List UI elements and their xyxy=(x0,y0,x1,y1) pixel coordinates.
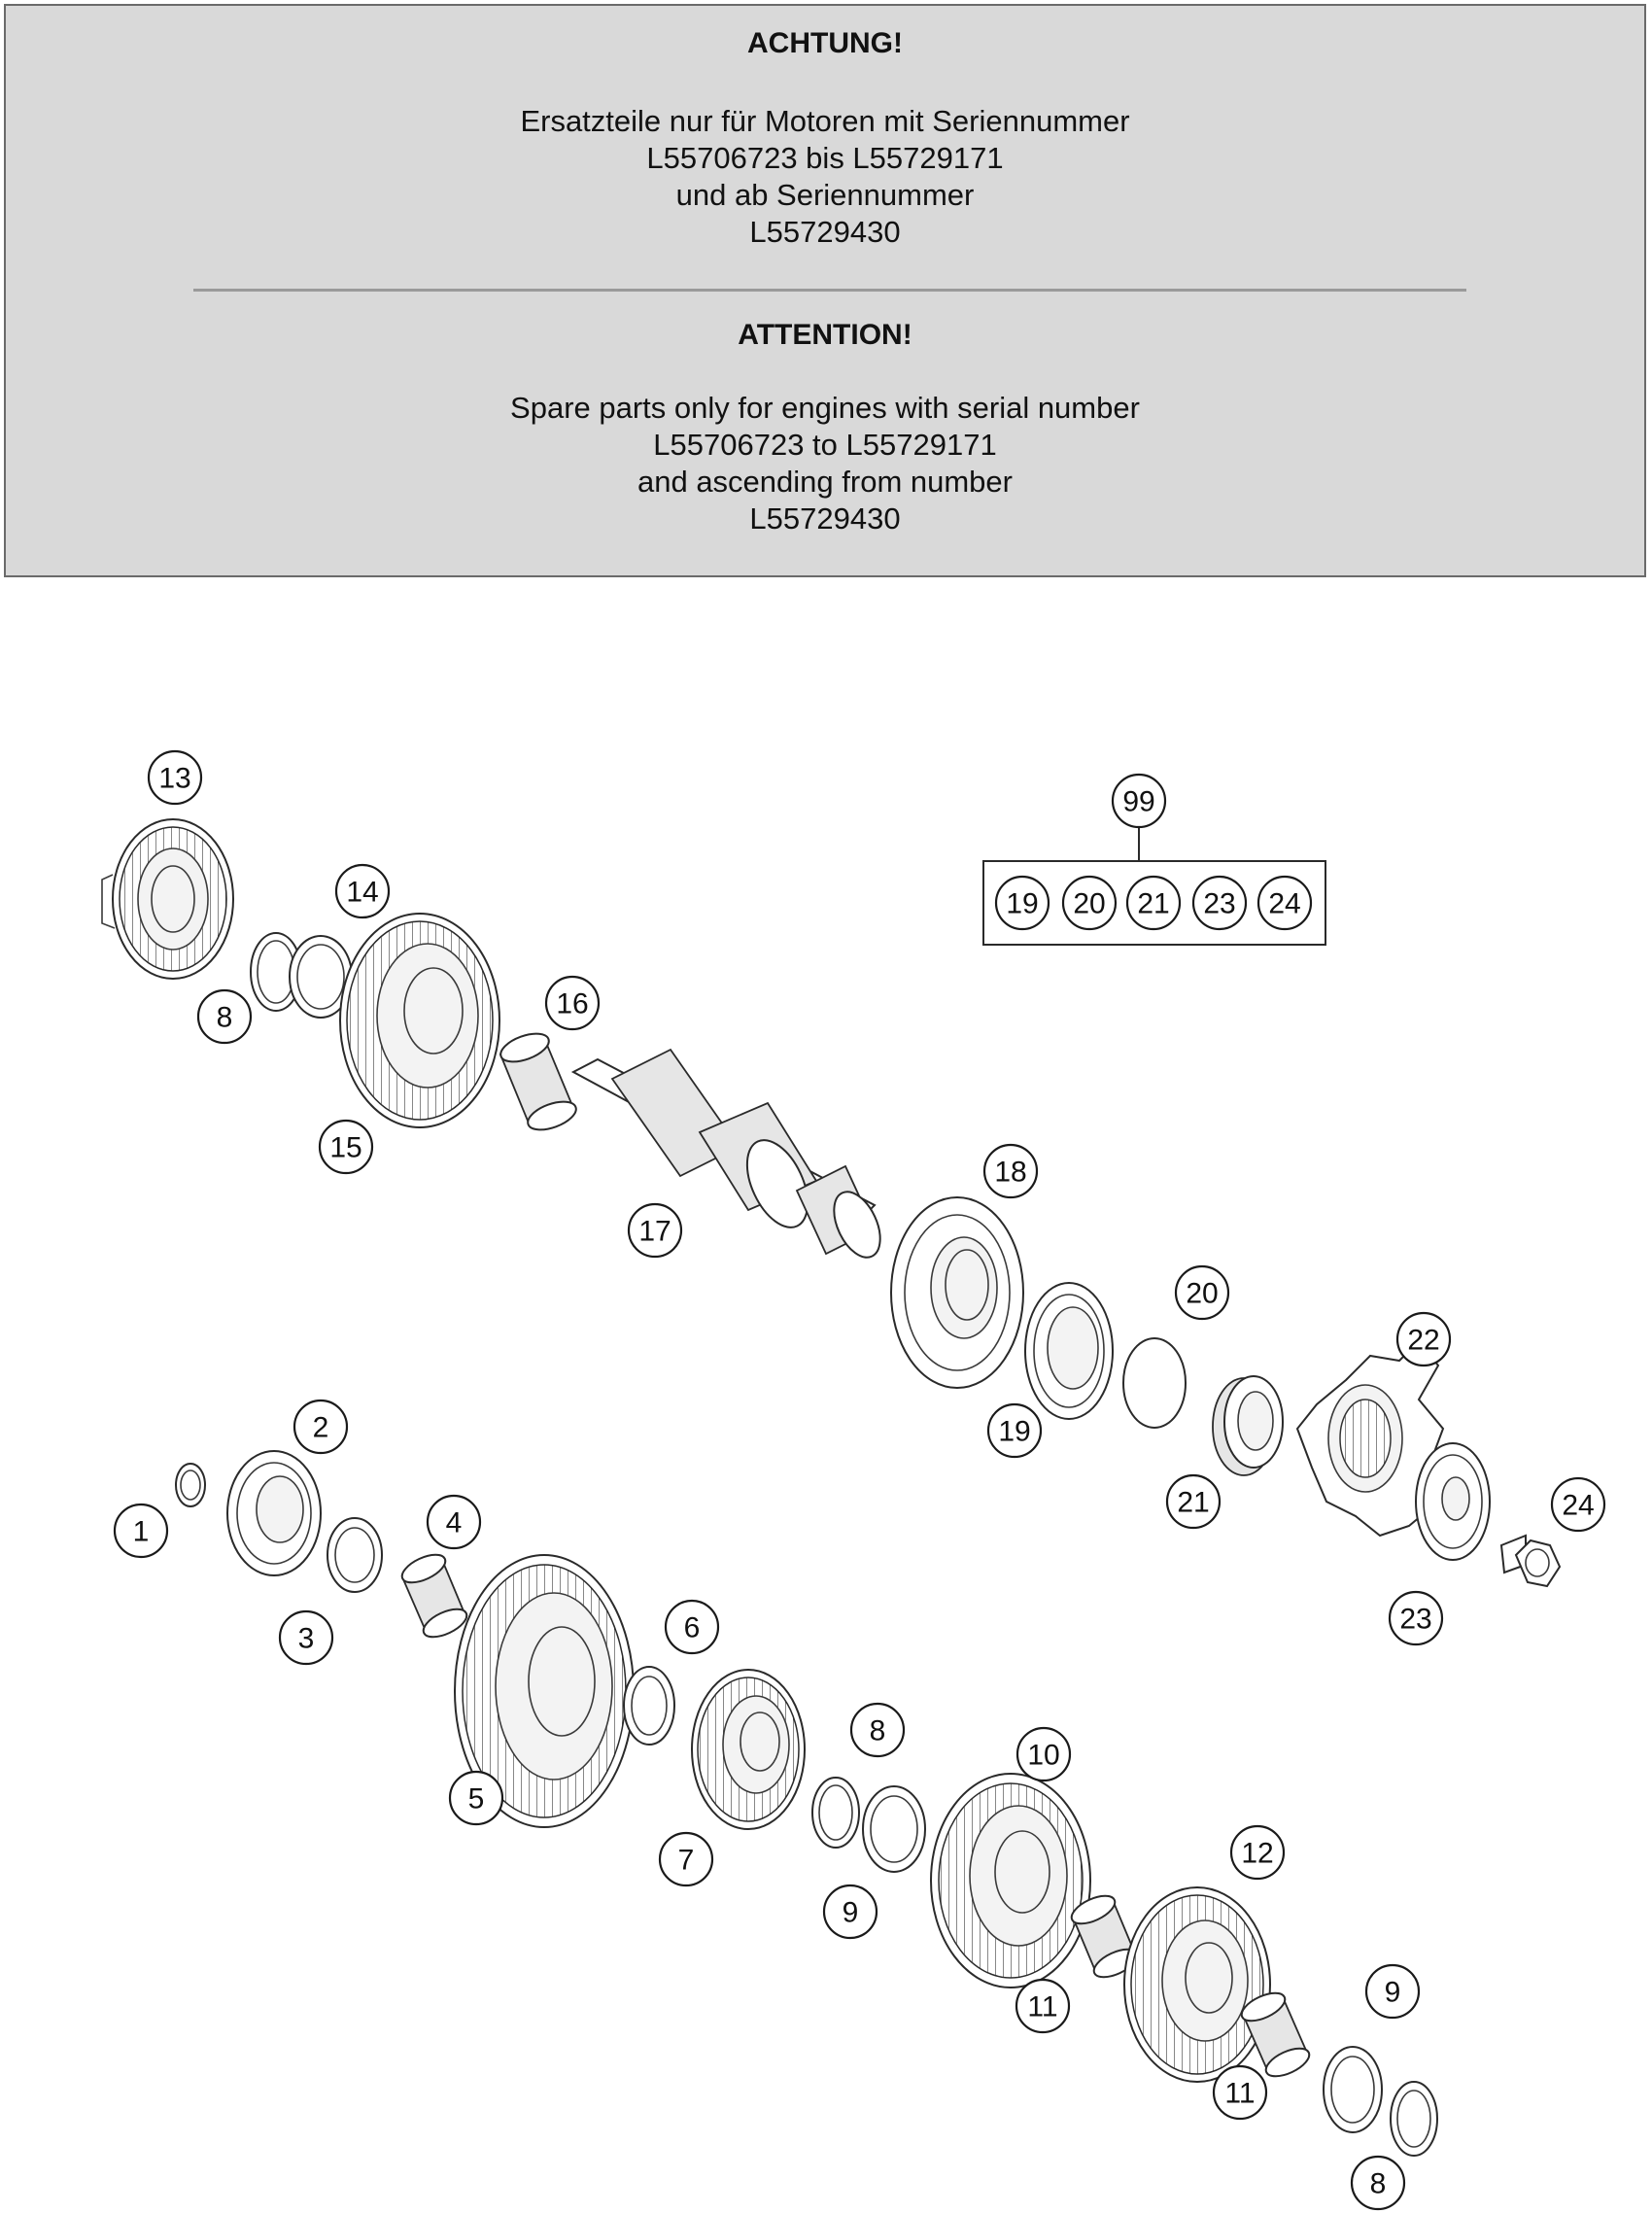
callout-5-label: 5 xyxy=(467,1782,485,1815)
callout-1-label: 1 xyxy=(132,1515,150,1548)
callout-20-label: 20 xyxy=(1186,1277,1219,1310)
callout-5 xyxy=(450,1772,502,1824)
callout-23-label: 23 xyxy=(1399,1603,1432,1636)
callout-16 xyxy=(546,977,599,1029)
part-24-collar-bolt xyxy=(1501,1536,1560,1586)
callout-7-label: 7 xyxy=(677,1844,695,1877)
callout-13 xyxy=(149,751,201,804)
part-4-needle-bearing xyxy=(398,1549,471,1642)
callout-14 xyxy=(336,865,389,917)
callout-13-label: 13 xyxy=(158,762,191,795)
callout-11-first-label: 11 xyxy=(1027,1990,1058,2023)
kit-item-19 xyxy=(996,877,1049,929)
callout-23 xyxy=(1390,1592,1442,1644)
notice-line-de-4: L55729430 xyxy=(749,215,901,249)
part-8-circlip-middle xyxy=(812,1778,859,1848)
callout-2-label: 2 xyxy=(312,1411,329,1444)
part-17-main-shaft xyxy=(573,1050,889,1264)
notice-line-en-2: L55706723 to L55729171 xyxy=(653,428,997,462)
callout-15 xyxy=(320,1121,372,1173)
part-10-gear xyxy=(931,1774,1090,1988)
callout-99-label: 99 xyxy=(1122,785,1155,818)
callout-3 xyxy=(280,1611,332,1664)
notice-line-de-1: Ersatzteile nur für Motoren mit Seriennummer xyxy=(520,104,1130,138)
callout-9-middle xyxy=(824,1885,877,1938)
callout-16-label: 16 xyxy=(556,987,589,1020)
callout-19 xyxy=(988,1404,1041,1457)
callout-24-label: 24 xyxy=(1562,1489,1595,1522)
kit-item-20-label: 20 xyxy=(1073,887,1106,920)
callout-9-lower xyxy=(1366,1965,1419,2018)
callout-8-middle xyxy=(851,1704,904,1756)
callout-8-lower xyxy=(1352,2157,1404,2209)
callout-6 xyxy=(666,1601,718,1653)
callout-21-label: 21 xyxy=(1177,1486,1210,1519)
kit-item-23 xyxy=(1193,877,1246,929)
kit-item-21 xyxy=(1127,877,1180,929)
callout-11-second-label: 11 xyxy=(1224,2077,1256,2110)
callout-10 xyxy=(1017,1728,1070,1781)
kit-item-24-label: 24 xyxy=(1268,887,1301,920)
part-20-o-ring xyxy=(1123,1338,1186,1428)
part-15-gear xyxy=(340,914,499,1127)
callout-9-lower-label: 9 xyxy=(1384,1976,1401,2009)
part-9-washer-lower xyxy=(1324,2047,1382,2132)
callout-19-label: 19 xyxy=(998,1415,1031,1448)
part-19-shaft-seal xyxy=(1025,1283,1113,1419)
part-8-circlip-lower xyxy=(1391,2082,1437,2156)
callout-1 xyxy=(115,1504,167,1557)
callout-6-label: 6 xyxy=(683,1611,701,1644)
callout-10-label: 10 xyxy=(1027,1739,1060,1772)
callout-99 xyxy=(1113,775,1165,827)
callout-8-upper-label: 8 xyxy=(216,1001,233,1034)
kit-item-23-label: 23 xyxy=(1203,887,1236,920)
part-7-shift-gear xyxy=(692,1670,805,1829)
callout-21 xyxy=(1167,1475,1220,1528)
kit-item-19-label: 19 xyxy=(1006,887,1039,920)
callout-11-second xyxy=(1214,2066,1266,2119)
kit-item-24 xyxy=(1258,877,1311,929)
callout-17-label: 17 xyxy=(638,1215,671,1248)
notice-heading-de: ACHTUNG! xyxy=(747,27,903,59)
callout-20 xyxy=(1176,1266,1228,1319)
callout-8-middle-label: 8 xyxy=(869,1714,886,1747)
callout-7 xyxy=(660,1833,712,1885)
part-3-washer xyxy=(327,1518,382,1592)
callout-8-upper xyxy=(198,990,251,1043)
callout-11-first xyxy=(1016,1980,1069,2032)
part-23-washer xyxy=(1416,1443,1490,1560)
callout-15-label: 15 xyxy=(329,1131,362,1164)
callout-18-label: 18 xyxy=(994,1156,1027,1189)
callout-2 xyxy=(294,1400,347,1453)
notice-line-en-4: L55729430 xyxy=(749,501,901,536)
kit-item-21-label: 21 xyxy=(1137,887,1170,920)
notice-line-de-2: L55706723 bis L55729171 xyxy=(646,141,1004,175)
notice-line-en-1: Spare parts only for engines with serial number xyxy=(510,391,1140,425)
notice-line-de-3: und ab Seriennummer xyxy=(675,178,975,212)
part-12-gear xyxy=(1124,1887,1270,2082)
callout-24 xyxy=(1552,1478,1604,1531)
callout-14-label: 14 xyxy=(346,876,379,909)
part-6-washer xyxy=(624,1667,674,1745)
part-18-ball-bearing xyxy=(891,1197,1023,1388)
notice-line-en-3: and ascending from number xyxy=(637,465,1013,499)
notice-heading-en: ATTENTION! xyxy=(738,319,912,351)
part-13-shift-gear xyxy=(102,819,233,979)
callout-9-middle-label: 9 xyxy=(842,1896,859,1929)
callout-17 xyxy=(629,1204,681,1257)
part-2-bearing xyxy=(227,1451,321,1575)
part-1-circlip xyxy=(176,1464,205,1506)
kit-item-20 xyxy=(1063,877,1116,929)
part-16-needle-bearing xyxy=(497,1028,579,1135)
callout-3-label: 3 xyxy=(297,1622,315,1655)
callout-4-label: 4 xyxy=(445,1506,463,1539)
callout-18 xyxy=(984,1145,1037,1197)
callout-4 xyxy=(428,1496,480,1548)
part-9-washer-middle xyxy=(863,1786,925,1872)
callout-12 xyxy=(1231,1826,1284,1879)
callout-12-label: 12 xyxy=(1241,1837,1274,1870)
callout-8-lower-label: 8 xyxy=(1369,2167,1387,2200)
callout-22-label: 22 xyxy=(1407,1324,1440,1357)
part-21-spacer-sleeve xyxy=(1213,1376,1283,1475)
callout-22 xyxy=(1397,1313,1450,1366)
